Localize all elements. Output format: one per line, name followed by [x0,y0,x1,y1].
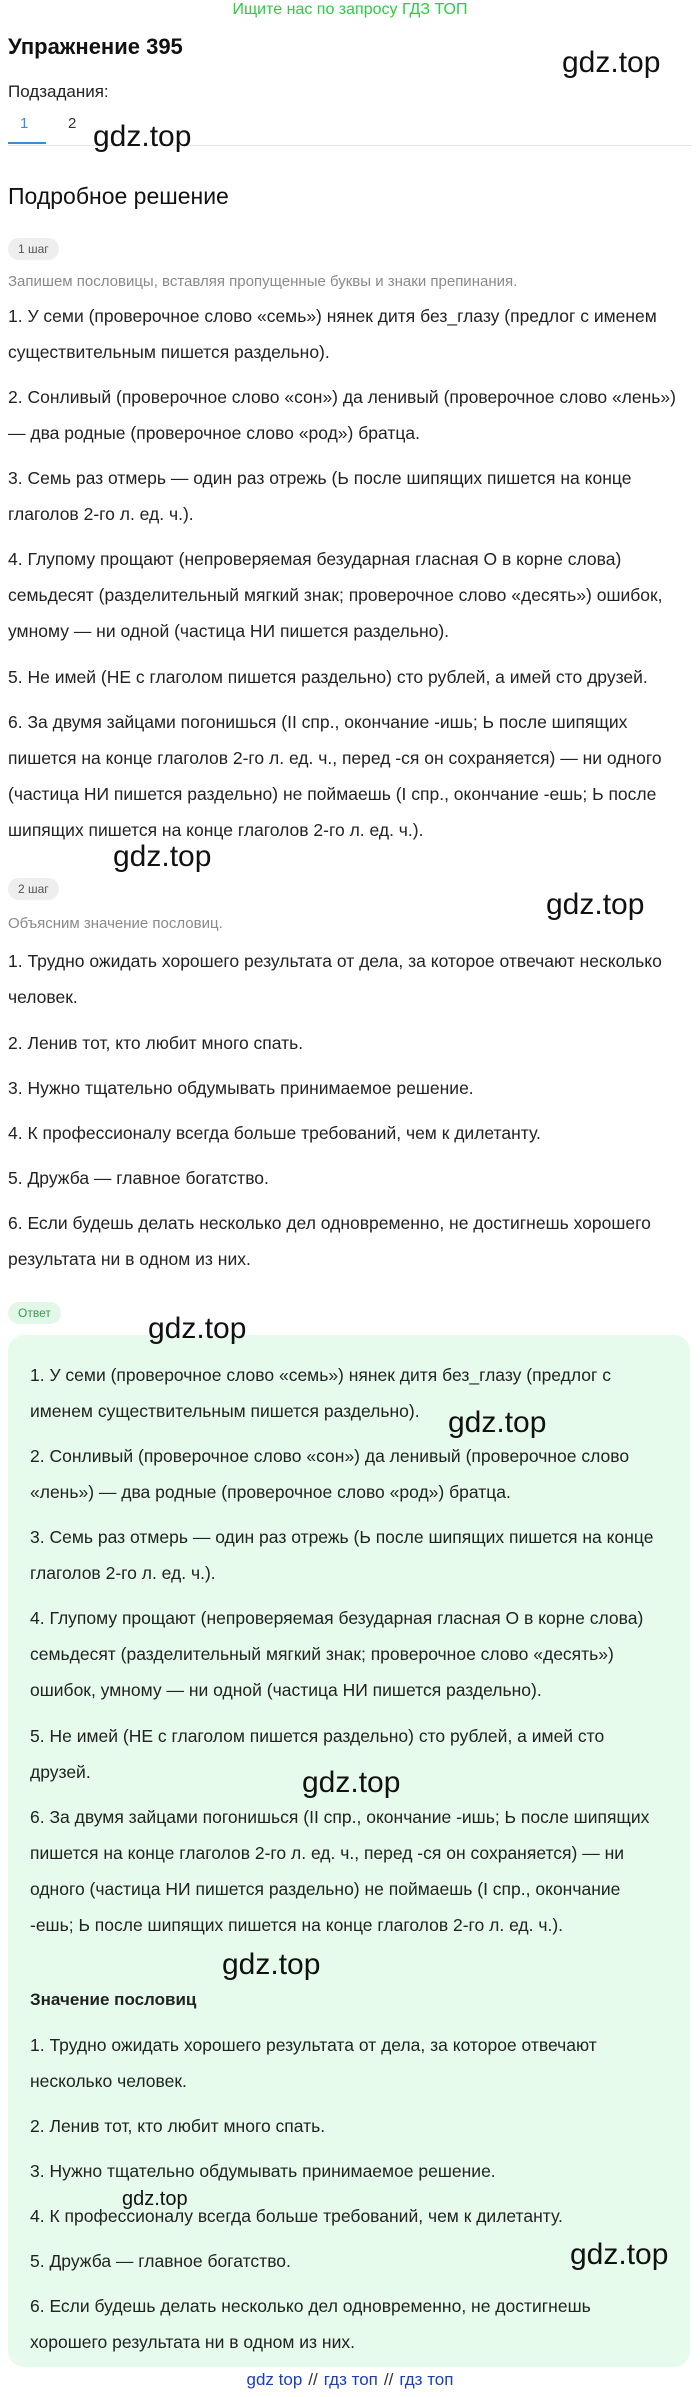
meaning-item: 2. Ленив тот, кто любит много спать. [30,2116,326,2136]
watermark: gdz.top [222,1948,321,1981]
footer-links [0,2370,700,2390]
footer-separator: // [383,2370,394,2389]
subtasks-label: Подзадания: [8,82,109,101]
step-1-item: 5. Не имей (НЕ с глаголом пишется раздельно) сто рублей, а имей сто друзей. [8,667,648,687]
tab-subtask-1[interactable]: 1 [20,115,29,132]
watermark: gdz.top [302,1766,401,1799]
watermark: gdz.top [93,120,192,153]
step-1-item: 4. Глупому прощают (непроверяемая безударная гласная О в корне слова) семьдесят (разделительный мягкий знак; проверочное слово «десять») ошибок, умному — ни одной (частица НИ пишется раздельно). [8,549,663,641]
answer-item: 1. У семи (проверочное слово «семь») нянек дитя без_глазу (предлог с именем существительным пишется раздельно). [30,1365,611,1421]
step-1-intro: Запишем пословицы, вставляя пропущенные буквы и знаки препинания. [8,273,518,290]
solution-title: Подробное решение [8,183,229,209]
meaning-item: 5. Дружба — главное богатство. [30,2251,291,2271]
tab-subtask-2[interactable]: 2 [68,115,77,132]
footer-separator: // [308,2370,318,2389]
step-2-item: 6. Если будешь делать несколько дел одновременно, не достигнешь хорошего результата ни в одном из них. [8,1213,651,1269]
meaning-item: 1. Трудно ожидать хорошего результата от дела, за которое отвечают несколько человек. [30,2035,597,2091]
answer-item: 2. Сонливый (проверочное слово «сон») да ленивый (проверочное слово «лень») — два родные (проверочное слово «род») братца. [30,1446,630,1502]
step-1-badge: 1 шаг [8,238,59,260]
step-2-item: 3. Нужно тщательно обдумывать принимаемое решение. [8,1078,474,1098]
step-2-item: 2. Ленив тот, кто любит много спать. [8,1033,304,1053]
watermark: gdz.top [562,46,661,79]
answer-badge: Ответ [8,1302,61,1324]
step-2-badge: 2 шаг [8,878,59,900]
step-1-item: 1. У семи (проверочное слово «семь») нянек дитя без_глазу (предлог с именем существительным пишется раздельно). [8,306,657,362]
watermark: gdz.top [570,2238,669,2271]
answer-item: 3. Семь раз отмерь — один раз отрежь (Ь после шипящих пишется на конце глаголов 2-го л. ед. ч.). [30,1527,654,1583]
active-tab-indicator [8,142,46,144]
watermark: gdz.top [546,888,645,921]
step-2-item: 1. Трудно ожидать хорошего результата от дела, за которое отвечают несколько человек. [8,951,662,1007]
watermark: gdz.top [148,1312,247,1345]
step-2-item: 5. Дружба — главное богатство. [8,1168,269,1188]
top-banner: Ищите нас по запросу ГДЗ ТОП [232,1,468,18]
answer-item: 5. Не имей (НЕ с глаголом пишется раздельно) сто рублей, а имей сто друзей. [30,1726,605,1782]
footer-link-gdz-top[interactable]: gdz top [246,2370,303,2389]
step-1-item: 6. За двумя зайцами погонишься (II спр., окончание -ишь; Ь после шипящих пишется на конце глаголов 2-го л. ед. ч., перед -ся он сохраняется) — ни одного (частица НИ пишется раздельно) не поймаешь (I спр., окончание -ешь; Ь после шипящих пишется на конце глаголов 2-го л. ед. ч.). [8,712,662,840]
answer-item: 4. Глупому прощают (непроверяемая безударная гласная О в корне слова) семьдесят (разделительный мягкий знак; проверочное слово «десять») ошибок, умному — ни одной (частица НИ пишется раздельно). [30,1608,644,1700]
meaning-title: Значение пословиц [30,1990,197,2009]
watermark: gdz.top [113,840,212,873]
footer-link-gdz-top-ru[interactable]: гдз топ [323,2370,378,2389]
step-1-item: 2. Сонливый (проверочное слово «сон») да ленивый (проверочное слово «лень») — два родные (проверочное слово «род») братца. [8,387,676,443]
page-title: Упражнение 395 [8,34,183,59]
meaning-item: 4. К профессионалу всегда больше требований, чем к дилетанту. [30,2206,563,2226]
step-2-intro: Объясним значение пословиц. [8,915,223,932]
watermark: gdz.top [122,2188,188,2210]
step-1-item: 3. Семь раз отмерь — один раз отрежь (Ь после шипящих пишется на конце глаголов 2-го л. ед. ч.). [8,468,632,524]
meaning-item: 3. Нужно тщательно обдумывать принимаемое решение. [30,2161,496,2181]
footer-link-gdz-top-ru-2[interactable]: гдз топ [399,2370,454,2389]
watermark: gdz.top [448,1406,547,1439]
answer-item: 6. За двумя зайцами погонишься (II спр., окончание -ишь; Ь после шипящих пишется на конце глаголов 2-го л. ед. ч., перед -ся он сохраняется) — ни одного (частица НИ пишется раздельно) не поймаешь (I спр., окончание -ешь; Ь после шипящих пишется на конце глаголов 2-го л. ед. ч.). [30,1807,650,1935]
meaning-item: 6. Если будешь делать несколько дел одновременно, не достигнешь хорошего результата ни в одном из них. [30,2296,591,2352]
step-2-item: 4. К профессионалу всегда больше требований, чем к дилетанту. [8,1123,541,1143]
